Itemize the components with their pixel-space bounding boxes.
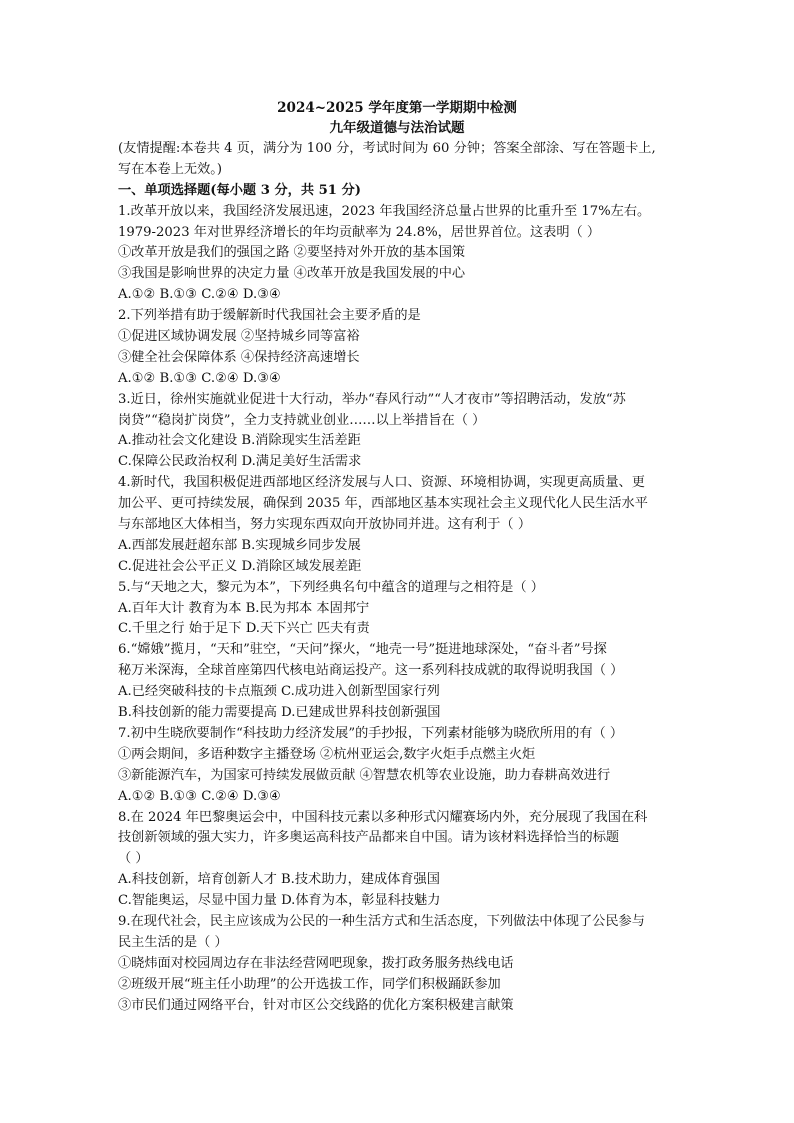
- question-line: 加公平、更可持续发展，确保到 2035 年，西部地区基本实现社会主义现代化人民生活水平: [118, 496, 648, 512]
- exam-title: 2024~2025 学年度第一学期期中检测: [277, 100, 517, 116]
- question-line: ③健全社会保障体系 ④保持经济高速增长: [118, 349, 360, 365]
- question-line: ③市民们通过网络平台，针对市区公交线路的优化方案积极建言献策: [118, 997, 514, 1013]
- question-line: A.①② B.①③ C.②④ D.③④: [118, 370, 281, 386]
- question-line: C.智能奥运，尽显中国力量 D.体育为本，彰显科技魅力: [118, 893, 441, 909]
- question-line: ①晓炜面对校园周边存在非法经营网吧现象，拨打政务服务热线电话: [118, 955, 514, 971]
- exam-subtitle: 九年级道德与法治试题: [329, 120, 465, 136]
- question-line: 9.在现代社会，民主应该成为公民的一种生活方式和生活态度，下列做法中体现了公民参与: [118, 913, 645, 929]
- question-line: A.①② B.①③ C.②④ D.③④: [118, 788, 281, 804]
- question-line: 7.初中生晓欣要制作“科技助力经济发展”的手抄报，下列素材能够为晓欣所用的有（ ）: [118, 725, 624, 741]
- notice-line: 写在本卷上无效。): [118, 161, 223, 177]
- section-heading: 一、单项选择题(每小题 3 分，共 51 分): [118, 182, 361, 198]
- question-line: A.百年大计 教育为本 B.民为邦本 本固邦宁: [118, 600, 370, 616]
- question-line: A.推动社会文化建设 B.消除现实生活差距: [118, 433, 361, 449]
- question-line: 与东部地区大体相当，努力实现东西双向开放协同并进。这有利于（ ）: [118, 517, 532, 533]
- question-line: 6.“嫦娥”揽月，“天和”驻空，“天问”探火，“地壳一号”挺进地球深处，“奋斗者”号探: [118, 642, 607, 658]
- question-line: C.千里之行 始于足下 D.天下兴亡 匹夫有责: [118, 621, 370, 637]
- exam-content: [118, 139, 684, 1016]
- question-line: ①改革开放是我们的强国之路 ②要坚持对外开放的基本国策: [118, 245, 466, 261]
- question-line: ①促进区域协调发展 ②坚持城乡同等富裕: [118, 329, 360, 345]
- question-line: （ ）: [118, 851, 149, 867]
- notice-line: (友情提醒:本卷共 4 页，满分为 100 分，考试时间为 60 分钟；答案全部涂、写在答题卡上,: [118, 141, 656, 156]
- question-line: 5.与“天地之大，黎元为本”，下列经典名句中蕴含的道理与之相符是（ ）: [118, 579, 544, 595]
- question-line: C.促进社会公平正义 D.消除区域发展差距: [118, 558, 362, 574]
- question-line: A.科技创新，培育创新人才 B.技术助力，建成体育强国: [118, 872, 440, 888]
- question-line: 民主生活的是（ ）: [118, 934, 228, 950]
- question-line: ③我国是影响世界的决定力量 ④改革开放是我国发展的中心: [118, 266, 466, 282]
- question-line: 秘万米深海，全球首座第四代核电站商运投产。这一系列科技成就的取得说明我国（ ）: [118, 663, 624, 679]
- question-line: A.西部发展赶超东部 B.实现城乡同步发展: [118, 537, 361, 553]
- question-line: 8.在 2024 年巴黎奥运会中，中国科技元素以多种形式闪耀赛场内外，充分展现了我国在科: [118, 809, 648, 825]
- question-line: A.①② B.①③ C.②④ D.③④: [118, 287, 281, 303]
- question-line: 1979-2023 年对世界经济增长的年均贡献率为 24.8%，居世界首位。这表明（ ）: [118, 224, 601, 240]
- question-line: C.保障公民政治权利 D.满足美好生活需求: [118, 454, 362, 470]
- question-line: ③新能源汽车，为国家可持续发展做贡献 ④智慧农机等农业设施，助力春耕高效进行: [118, 767, 611, 783]
- question-line: A.已经突破科技的卡点瓶颈 C.成功进入创新型国家行列: [118, 684, 440, 700]
- question-line: ②班级开展“班主任小助理”的公开选拔工作，同学们积极踊跃参加: [118, 976, 501, 992]
- question-line: ①两会期间，多语种数字主播登场 ②杭州亚运会,数字火炬手点燃主火炬: [118, 746, 536, 762]
- question-line: 2.下列举措有助于缓解新时代我国社会主要矛盾的是: [118, 308, 421, 324]
- question-line: B.科技创新的能力需要提高 D.已建成世界科技创新强国: [118, 705, 441, 721]
- question-line: 3.近日，徐州实施就业促进十大行动，举办“春风行动”“人才夜市”等招聘活动，发放“苏: [118, 391, 626, 407]
- question-line: 技创新领域的强大实力，许多奥运高科技产品都来自中国。请为该材料选择恰当的标题: [118, 830, 620, 846]
- question-list: [118, 202, 684, 1017]
- question-line: 岗贷”“稳岗扩岗贷”，全力支持就业创业……以上举措旨在（ ）: [118, 412, 486, 428]
- question-line: 4.新时代，我国积极促进西部地区经济发展与人口、资源、环境相协调，实现更高质量、更: [118, 475, 645, 491]
- question-line: 1.改革开放以来，我国经济发展迅速，2023 年我国经济总量占世界的比重升至 17%左右。: [118, 203, 651, 219]
